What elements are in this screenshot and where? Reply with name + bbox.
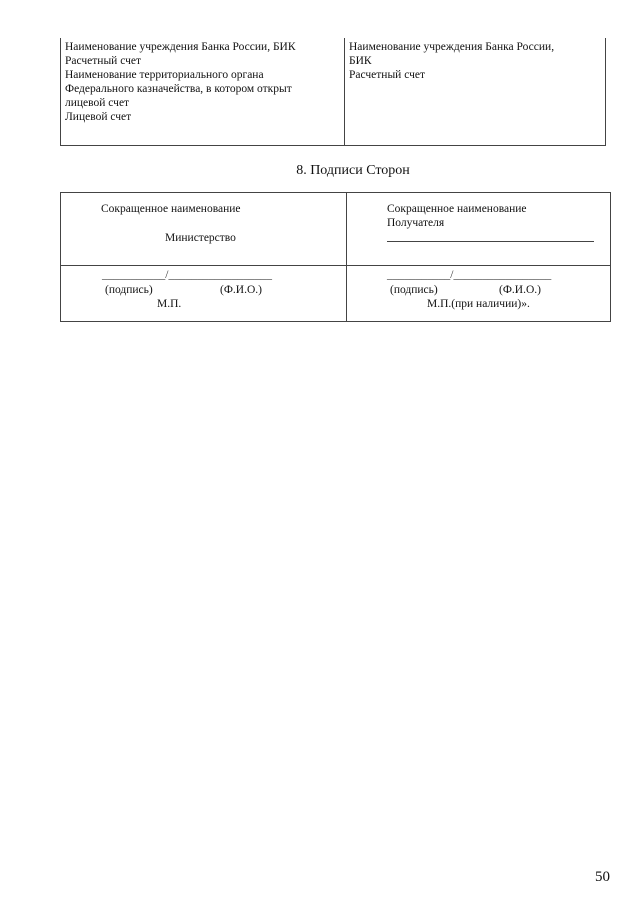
- ministry-name: Министерство: [165, 232, 236, 244]
- fio-caption: (Ф.И.О.): [499, 284, 541, 296]
- recipient-signature-cell: [347, 266, 610, 321]
- short-name-label: Сокращенное наименование: [101, 203, 241, 215]
- signatures-names-row: [61, 193, 610, 266]
- stamp-caption: М.П.(при наличии)».: [427, 298, 530, 310]
- bank-left-line: Наименование учреждения Банка России, БИК: [65, 41, 296, 53]
- bank-left-line: Наименование территориального органа: [65, 69, 264, 81]
- bank-details-left-cell: [61, 38, 345, 145]
- fio-caption: (Ф.И.О.): [220, 284, 262, 296]
- recipient-label: Получателя: [387, 217, 445, 229]
- bank-left-line: Лицевой счет: [65, 111, 132, 123]
- ministry-name-cell: [61, 193, 347, 265]
- section-title: 8. Подписи Сторон: [296, 163, 410, 178]
- signature-caption: (подпись): [390, 284, 438, 296]
- ministry-signature-cell: [61, 266, 347, 321]
- bank-left-line: Федерального казначейства, в котором открыт: [65, 83, 292, 95]
- stamp-caption: М.П.: [157, 298, 182, 310]
- page-number: 50: [595, 869, 610, 885]
- bank-details-table: [60, 38, 606, 146]
- bank-left-line: Расчетный счет: [65, 55, 141, 67]
- signatures-row: [61, 266, 610, 321]
- bank-right-line: Расчетный счет: [349, 69, 425, 81]
- bank-right-line: БИК: [349, 55, 372, 67]
- signature-line: ___________/__________________: [102, 269, 272, 281]
- bank-details-right-cell: [345, 38, 605, 145]
- bank-right-line: Наименование учреждения Банка России,: [349, 41, 555, 53]
- signatures-table: [60, 192, 611, 322]
- bank-left-line: лицевой счет: [65, 97, 130, 109]
- signature-line: ___________/_________________: [387, 269, 552, 281]
- signature-caption: (подпись): [105, 284, 153, 296]
- short-name-label: Сокращенное наименование: [387, 203, 527, 215]
- recipient-name-cell: [347, 193, 610, 265]
- recipient-name-underline: [387, 241, 594, 242]
